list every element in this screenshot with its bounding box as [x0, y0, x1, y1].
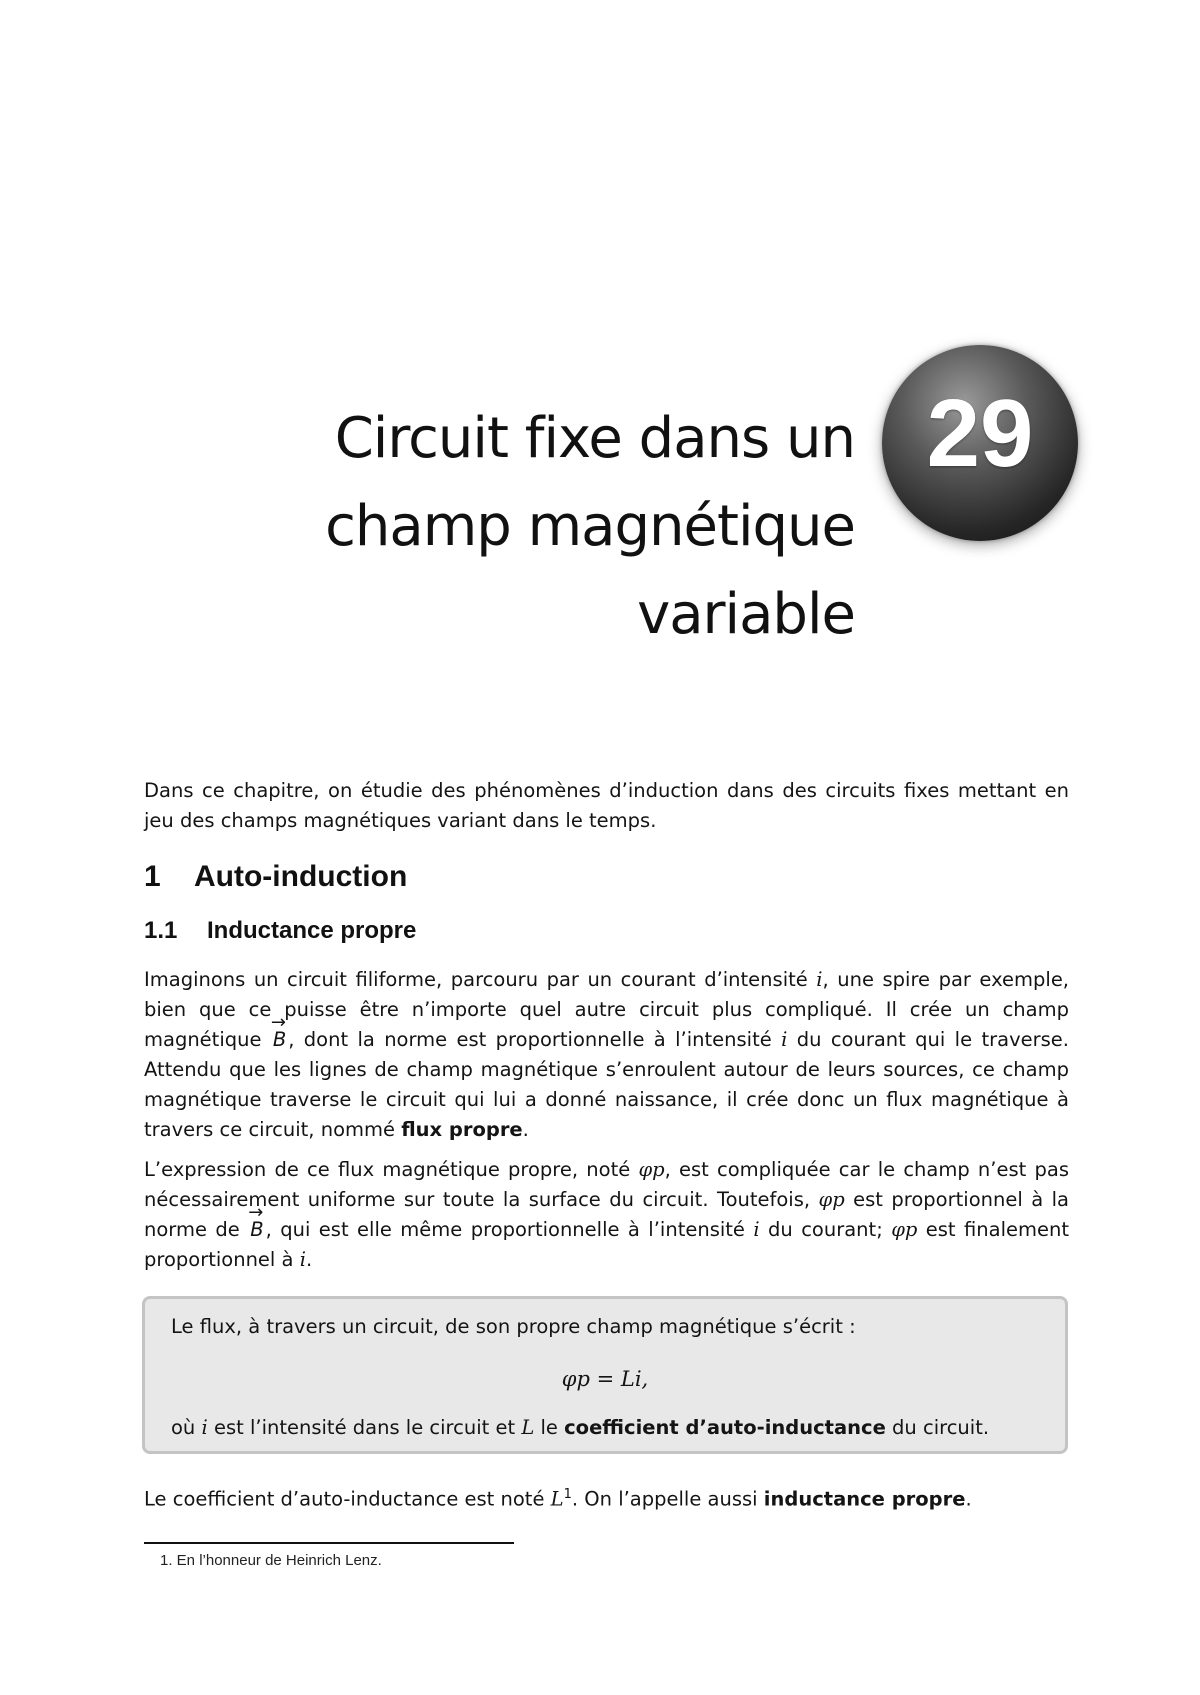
- subsection-number: 1.1: [144, 917, 178, 944]
- footnote-ref[interactable]: 1: [563, 1487, 572, 1502]
- footnote: 1. En l’honneur de Heinrich Lenz.: [160, 1552, 382, 1569]
- chapter-number: 29: [926, 380, 1034, 487]
- equation: φp = Li,: [561, 1367, 649, 1391]
- bold-term: flux propre: [401, 1118, 523, 1141]
- subsection-heading-1-1: [144, 917, 416, 945]
- intro-paragraph: Dans ce chapitre, on étudie des phénomènes d’induction dans des circuits fixes mettant en jeu des champs magnétiques variant dans le temps.: [144, 779, 1069, 832]
- section-number: 1: [144, 860, 161, 893]
- definition-box: [142, 1296, 1068, 1454]
- definition-line-3: où i est l’intensité dans le circuit et L le coefficient d’auto-inductance du circuit.: [171, 1416, 990, 1439]
- chapter-number-badge: [882, 345, 1078, 541]
- subsection-title: Inductance propre: [207, 917, 417, 944]
- definition-line-1: Le flux, à travers un circuit, de son propre champ magnétique s’écrit :: [171, 1315, 856, 1338]
- chapter-title: [325, 395, 855, 659]
- chapter-title-line-1: Circuit fixe dans un: [334, 406, 855, 471]
- paragraph-2: L’expression de ce flux magnétique propre, noté φp, est compliquée car le champ n’est pas nécessairement uniforme sur toute la surface du circuit. Toutefois, φp est proportionnel à la norme de → B , qui est elle même proportionnelle à l’intensité i du courant; φp est finalement proportionnel à i.: [144, 1155, 1069, 1275]
- chapter-title-line-2: champ magnétique: [325, 494, 855, 559]
- vector-b: → B: [248, 1215, 265, 1245]
- paragraph-3: Le coefficient d’auto-inductance est noté $L^1$. On l’appelle aussi inductance propre.: [144, 1487, 972, 1511]
- chapter-title-line-3: variable: [637, 582, 855, 647]
- vector-b: → B: [271, 1025, 288, 1055]
- section-title: Auto-induction: [194, 860, 408, 893]
- section-heading-1: [144, 860, 407, 894]
- footnote-rule: [144, 1542, 514, 1544]
- bold-term: inductance propre: [763, 1487, 966, 1511]
- paragraph-1: Imaginons un circuit filiforme, parcouru par un courant d’intensité i, une spire par exemple, bien que ce puisse être n’importe quel autre circuit plus compliqué. Il crée un champ magnétique → B , dont la norme est proportionnelle à l’intensité i du courant qui le traverse. Attendu que les lignes de champ magnétique s’enroulent autour de leurs sources, ce champ magnétique traverse le circuit qui lui a donné naissance, il crée donc un flux magnétique à travers ce circuit, nommé flux propre.: [144, 965, 1069, 1145]
